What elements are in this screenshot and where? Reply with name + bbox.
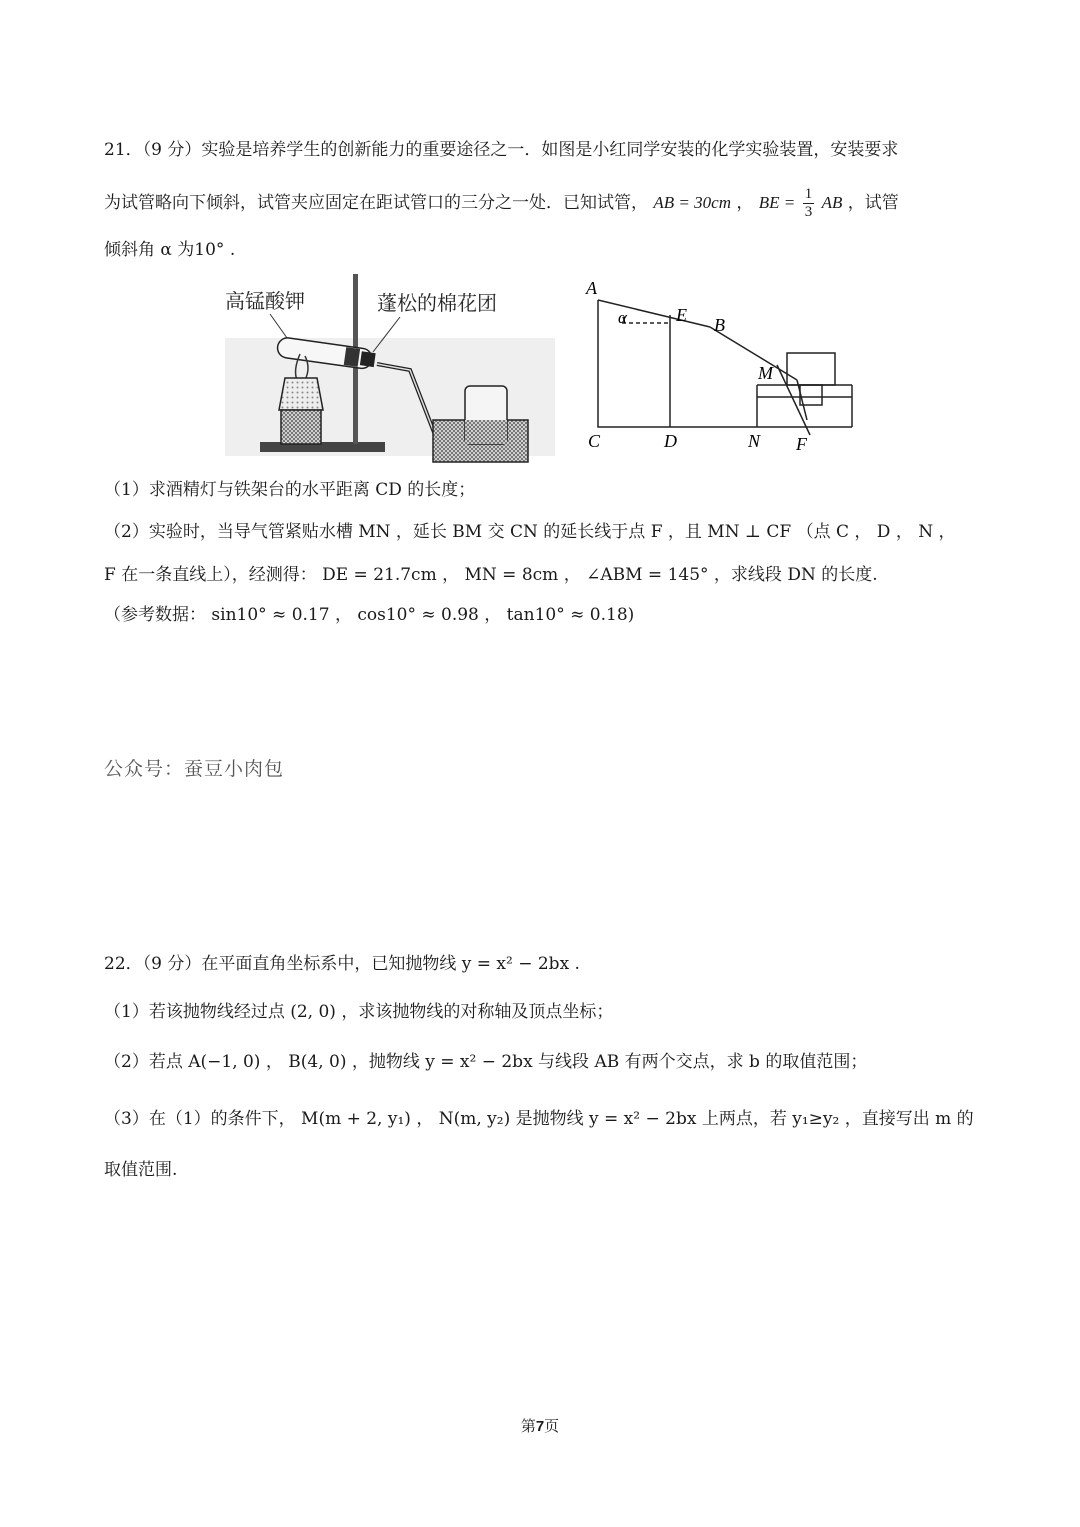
label-cotton: 蓬松的棉花团 — [377, 293, 497, 315]
separator: ， — [736, 193, 754, 213]
alcohol-lamp — [281, 410, 321, 444]
q21-line2-end: ，试管 — [847, 193, 899, 213]
stand-base — [260, 442, 385, 452]
q21-line1: 21．（9 分）实验是培养学生的创新能力的重要途径之一．如图是小红同学安装的化学实验装置，安装要求 — [104, 140, 899, 160]
page-number — [0, 1415, 1080, 1436]
label-M: M — [758, 363, 773, 383]
q22-line1: 22．（9 分）在平面直角坐标系中，已知抛物线 y = x² − 2bx . — [104, 954, 580, 974]
lamp-top — [279, 378, 323, 410]
q21-part2-line2: F 在一条直线上），经测得： DE = 21.7cm ， MN = 8cm ， ∠ABM = 145° ，求线段 DN 的长度. — [104, 565, 878, 585]
q21-line2-text: 为试管略向下倾斜，试管夹应固定在距试管口的三分之一处．已知试管， — [104, 193, 648, 213]
diagram-base — [598, 300, 852, 427]
bottle-neck — [800, 385, 822, 405]
watermark: 公众号：蚕豆小肉包 — [104, 758, 285, 780]
label-N: N — [748, 431, 761, 451]
label-alpha: α — [618, 308, 627, 327]
fraction-denominator: 3 — [804, 204, 813, 220]
page-suffix: 页 — [544, 1417, 560, 1435]
segment-bm — [797, 380, 807, 420]
page-num: 7 — [535, 1418, 545, 1435]
q21-reference-data: （参考数据： sin10° ≈ 0.17 ， cos10° ≈ 0.98 ， tan10° ≈ 0.18) — [104, 605, 635, 625]
fraction-numerator: 1 — [804, 186, 813, 202]
be-lhs: BE = — [758, 193, 796, 212]
label-kmno4: 高锰酸钾 — [225, 291, 305, 313]
q21-part1: （1）求酒精灯与铁架台的水平距离 CD 的长度； — [104, 480, 476, 500]
q22-part2: （2）若点 A(−1, 0) ， B(4, 0) ，抛物线 y = x² − 2bx 与线段 AB 有两个交点，求 b 的取值范围； — [104, 1052, 868, 1072]
page-prefix: 第 — [520, 1417, 536, 1435]
label-D: D — [664, 431, 677, 451]
q22-part1: （1）若该抛物线经过点 (2, 0) ，求该抛物线的对称轴及顶点坐标； — [104, 1002, 614, 1022]
q21-line3: 倾斜角 α 为10° . — [104, 240, 236, 260]
label-E: E — [676, 305, 687, 325]
be-rhs: AB — [821, 193, 843, 212]
ab-equation: AB = 30cm — [653, 193, 731, 212]
label-B: B — [714, 315, 725, 335]
label-A: A — [586, 278, 597, 298]
label-F: F — [796, 434, 807, 454]
lab-apparatus-figure — [225, 270, 555, 465]
extension-bf — [777, 365, 810, 435]
label-C: C — [588, 431, 601, 451]
q21-line2 — [104, 186, 899, 221]
geometry-diagram — [582, 275, 872, 460]
q22-part3-line2: 取值范围. — [104, 1160, 178, 1180]
bottle-water — [465, 420, 507, 444]
fraction-one-third — [803, 186, 815, 221]
bottle-box — [787, 353, 835, 385]
q21-part2-line1: （2）实验时，当导气管紧贴水槽 MN ，延长 BM 交 CN 的延长线于点 F ，且 MN ⊥ CF （点 C ， D ， N ， — [104, 522, 956, 542]
q22-part3-line1: （3）在（1）的条件下， M(m + 2, y₁) ， N(m, y₂) 是抛物线 y = x² − 2bx 上两点，若 y₁≥y₂ ，直接写出 m 的 — [104, 1109, 974, 1129]
